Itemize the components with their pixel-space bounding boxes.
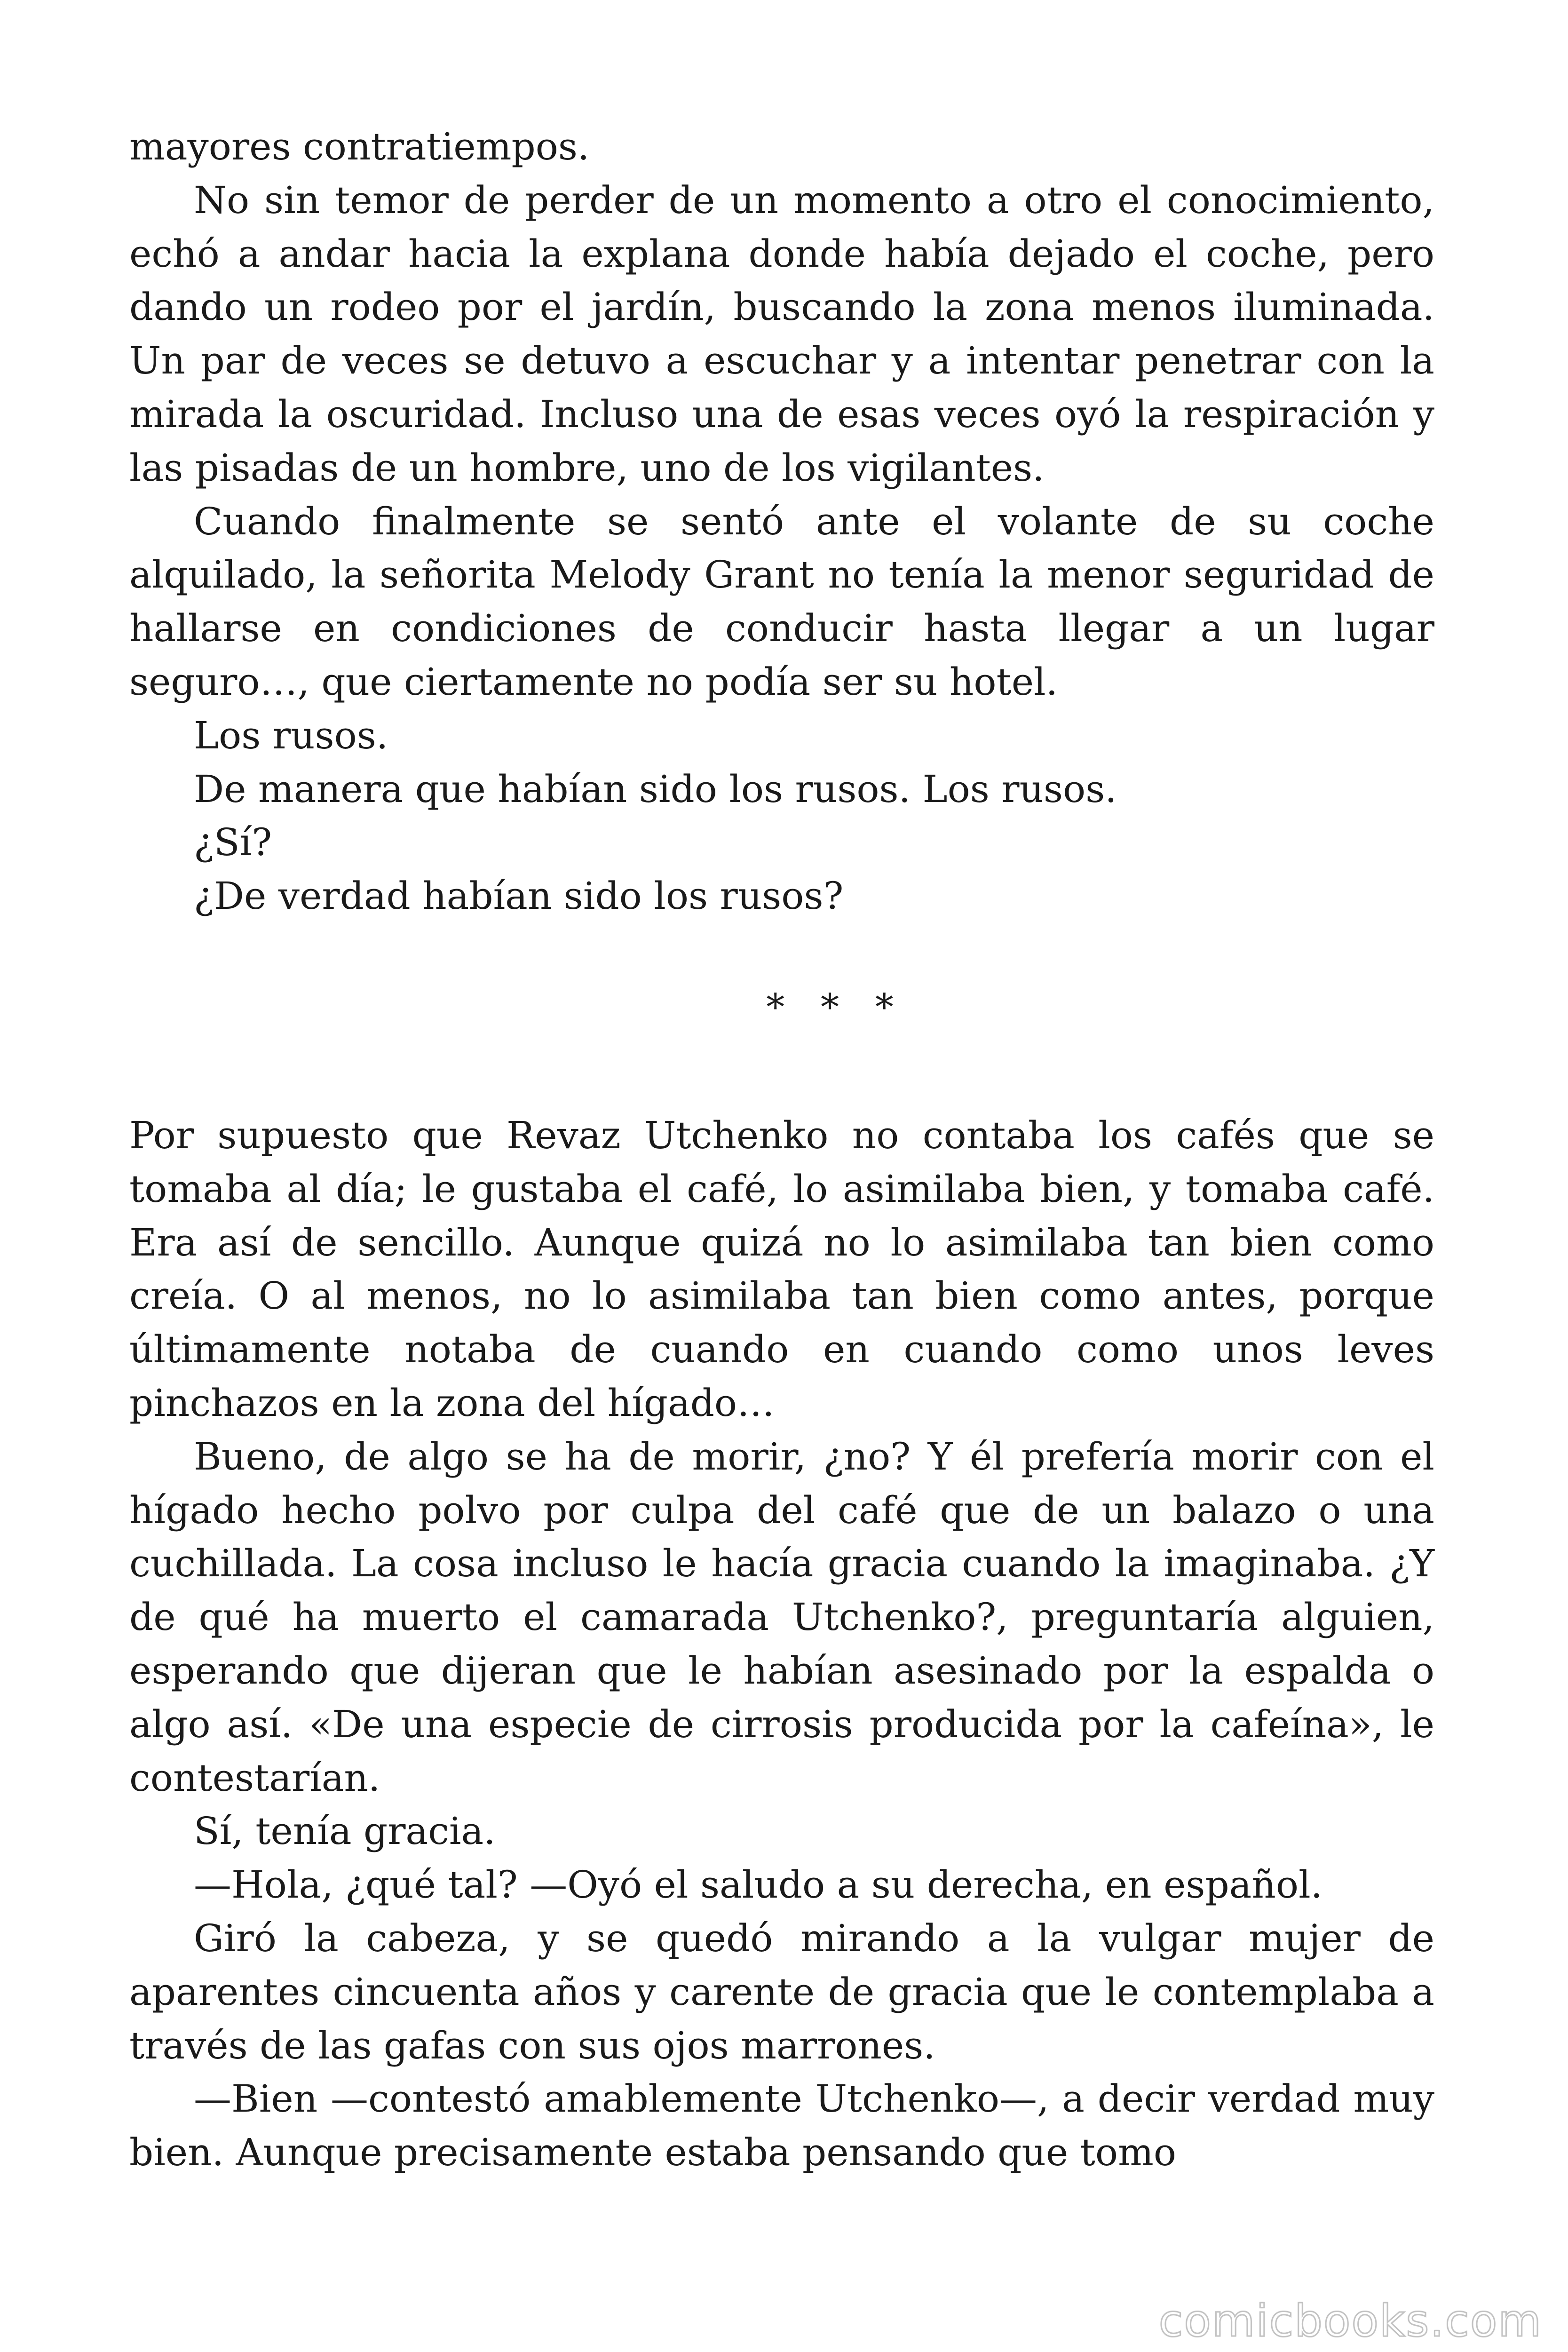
paragraph: Por supuesto que Revaz Utchenko no contaba los cafés que se tomaba al día; le gustaba el café, lo asimilaba bien, y tomaba café. Era así de sencillo. Aunque quizá no lo asimilaba tan bien como creía. O al menos, no lo asimilaba tan bien como antes, porque últimamente notaba de cuando en cuando como unos leves pinchazos en la zona del hígado… <box>129 1113 1434 1425</box>
paragraph: De manera que habían sido los rusos. Los rusos. <box>194 767 1117 811</box>
paragraph: Giró la cabeza, y se quedó mirando a la vulgar mujer de aparentes cincuenta años y carente de gracia que le contemplaba a través de las gafas con sus ojos marrones. <box>129 1916 1434 2067</box>
paragraph: Los rusos. <box>194 713 388 757</box>
paragraph: —Hola, ¿qué tal? —Oyó el saludo a su derecha, en español. <box>194 1863 1323 1907</box>
paragraph: —Bien —contestó amablemente Utchenko—, a decir verdad muy bien. Aunque precisamente estaba pensando que tomo <box>129 2077 1434 2175</box>
paragraph: ¿Sí? <box>194 820 272 865</box>
scene-break-separator: * * * <box>766 986 906 1029</box>
text-section-2 <box>129 1109 1434 2179</box>
paragraph: mayores contratiempos. <box>129 125 590 168</box>
paragraph: Cuando finalmente se sentó ante el volante de su coche alquilado, la señorita Melody Grant no tenía la menor seguridad de hallarse en condiciones de conducir hasta llegar a un lugar seguro…, que ciertamente no podía ser su hotel. <box>129 499 1434 704</box>
watermark-logo: comicbooks.com <box>1158 2296 1542 2347</box>
text-section-1 <box>129 120 1434 923</box>
paragraph: No sin temor de perder de un momento a otro el conocimiento, echó a andar hacia la explana donde había dejado el coche, pero dando un rodeo por el jardín, buscando la zona menos iluminada. Un par de veces se detuvo a escuchar y a intentar penetrar con la mirada la oscuridad. Incluso una de esas veces oyó la respiración y las pisadas de un hombre, uno de los vigilantes. <box>129 178 1434 490</box>
book-page <box>129 120 1434 2179</box>
paragraph: ¿De verdad habían sido los rusos? <box>194 874 844 918</box>
paragraph: Sí, tenía gracia. <box>194 1809 496 1853</box>
paragraph: Bueno, de algo se ha de morir, ¿no? Y él prefería morir con el hígado hecho polvo por culpa del café que de un balazo o una cuchillada. La cosa incluso le hacía gracia cuando la imaginaba. ¿Y de qué ha muerto el camarada Utchenko?, preguntaría alguien, esperando que dijeran que le habían asesinado por la espalda o algo así. «De una especie de cirrosis producida por la cafeína», le contestarían. <box>129 1434 1434 1800</box>
